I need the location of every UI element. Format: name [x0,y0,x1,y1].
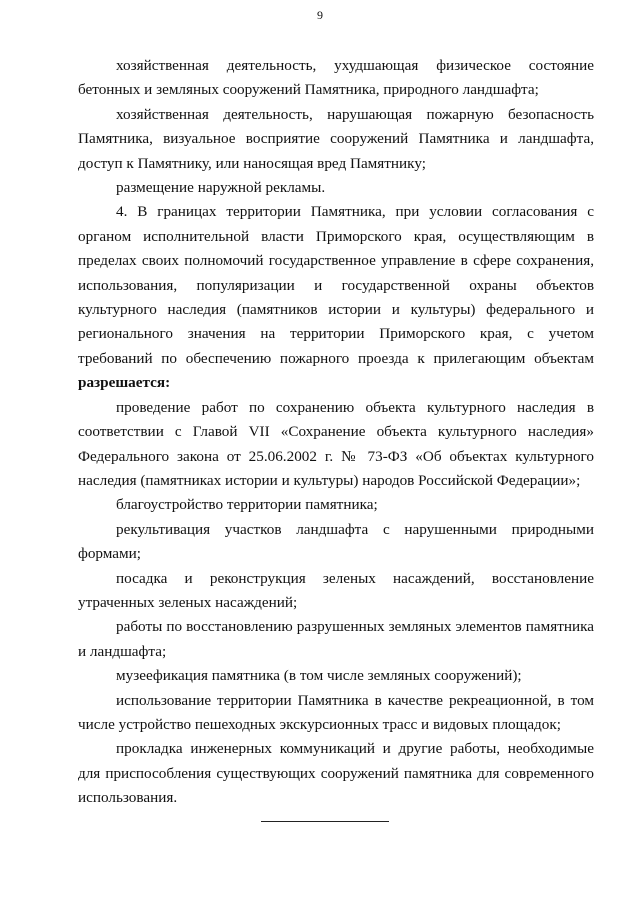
permitted-item: прокладка инженерных коммуникаций и другие работы, необходимые для приспособления существующих сооружений памятника для современного использования. [78,740,594,807]
paragraph-fire-safety: хозяйственная деятельность, нарушающая пожарную безопасность Памятника, визуальное восприятие сооружений Памятника и ландшафта, доступ к Памятнику, или наносящая вред Памятнику; [78,105,594,172]
permitted-item: проведение работ по сохранению объекта культурного наследия в соответствии с Главой VII «Сохранение объекта культурного наследия» Федерального закона от 25.06.2002 г. № 73-ФЗ «Об объектах культурного наследия (памятниках истории и культуры) народов Российской Федерации»; [78,398,594,489]
paragraph-economic-activity-damage: хозяйственная деятельность, ухудшающая физическое состояние бетонных и земляных сооружений Памятника, природного ландшафта; [78,57,594,99]
item-4-bold-permitted: разрешается: [78,374,171,392]
permitted-item: работы по восстановлению разрушенных земляных элементов памятника и ландшафта; [78,618,594,660]
item-4-text: 4. В границах территории Памятника, при условии согласования с органом исполнительной власти Приморского края, осуществляющим в пределах своих полномочий государственное управление в сфере сохранения, использования, популяризации и государственной охраны объектов культурного наследия (памятников истории и культуры) федерального и регионального значения на территории Приморского края, с учетом требований по обеспечению пожарного проезда к прилегающим объектам [78,203,594,367]
permitted-item: музеефикация памятника (в том числе земляных сооружений); [116,667,522,685]
permitted-item: благоустройство территории памятника; [116,496,378,514]
paragraph-item-4 [78,200,594,395]
paragraph-outdoor-advertising: размещение наружной рекламы. [116,179,326,197]
end-separator-line [261,821,389,822]
permitted-item: использование территории Памятника в качестве рекреационной, в том числе устройство пешеходных экскурсионных трасс и видовых площадок; [78,691,594,733]
page-number: 9 [317,8,323,22]
permitted-item: рекультивация участков ландшафта с нарушенными природными формами; [78,520,594,563]
permitted-item: посадка и реконструкция зеленых насаждений, восстановление утраченных зеленых насаждений; [78,569,594,611]
document-body [78,54,594,811]
